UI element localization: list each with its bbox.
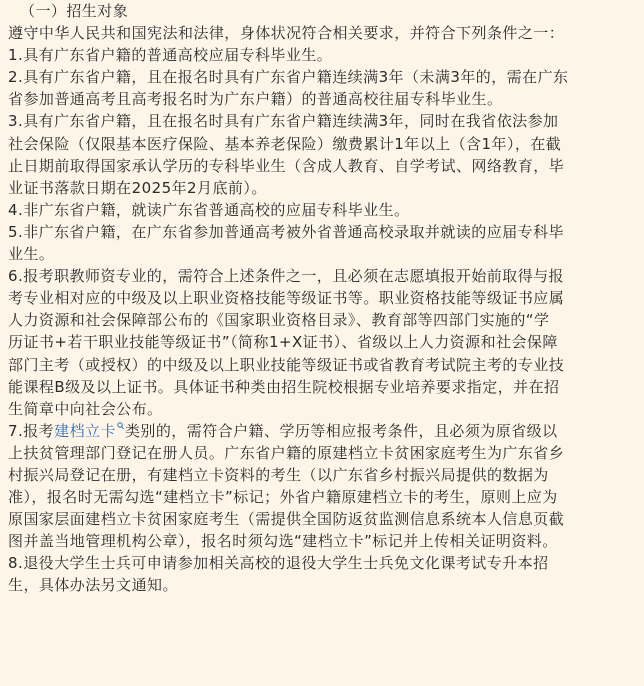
requirement-item-6-line-5: 部门主考（或授权）的中级及以上职业技能等级证书或省教育考试院主考的专业技: [8, 355, 565, 374]
requirement-item-6-line-6: 能课程B级及以上证书。具体证书种类由招生院校根据专业培养要求指定，并在招: [8, 377, 560, 396]
intro-text: 遵守中华人民共和国宪法和法律，身体状况符合相关要求，并符合下列条件之一：: [8, 24, 565, 43]
requirement-item-7-line-2: 上扶贫管理部门登记在册人员。广东省户籍的原建档立卡贫困家庭考生为广东省乡: [8, 443, 565, 462]
admission-requirements-document: [8, 0, 638, 597]
requirement-item-4-line-1: 4.非广东省户籍，就读广东省普通高校的应届专科毕业生。: [8, 200, 410, 219]
requirement-item-7-rest: 类别的，需符合户籍、学历等相应报考条件，且必须为原省级以: [124, 421, 558, 440]
requirement-item-5-line-1: 5.非广东省户籍，在广东省参加普通高考被外省普通高校录取并就读的应届专科毕: [8, 222, 564, 241]
requirement-item-7-line-5: 原国家层面建档立卡贫困家庭考生（需提供全国防返贫监测信息系统本人信息页截: [8, 510, 565, 529]
requirement-item-7-line-6: 图并盖当地管理机构公章），报名时须勾选“建档立卡”标记并上传相关证明资料。: [8, 532, 558, 551]
requirement-item-2-line-2: 省参加普通高考且高考报名时为广东户籍）的普通高校往届专科毕业生。: [8, 90, 503, 109]
requirement-item-1-line-1: 1.具有广东省户籍的普通高校应届专科毕业生。: [8, 46, 333, 65]
requirement-item-7-line-1: [8, 420, 638, 442]
requirement-item-3-line-2: 社会保险（仅限基本医疗保险、基本养老保险）缴费累计1年以上（含1年），在截: [8, 134, 562, 153]
requirement-item-7-line-3: 村振兴局登记在册，有建档立卡资料的考生（以广东省乡村振兴局提供的数据为: [8, 465, 549, 484]
search-icon[interactable]: [117, 422, 124, 430]
requirement-item-7-line-4: 准），报名时无需勾选“建档立卡”标记；外省户籍原建档立卡的考生，原则上应为: [8, 488, 558, 507]
requirement-item-2-line-1: 2.具有广东省户籍，且在报名时具有广东省户籍连续满3年（未满3年的，需在广东: [8, 68, 569, 87]
requirement-item-5-line-2: 业生。: [8, 245, 55, 264]
requirement-item-8-line-2: 生，具体办法另文通知。: [8, 576, 178, 595]
requirement-item-6-line-4: 历证书+若干职业技能等级证书”（简称1+X证书）、省级以上人力资源和社会保障: [8, 333, 558, 352]
requirement-item-6-line-7: 生简章中向社会公布。: [8, 399, 163, 418]
requirement-item-6-line-1: 6.报考职教师资专业的，需符合上述条件之一，且必须在志愿填报开始前取得与报: [8, 267, 564, 286]
section-heading: （一）招生对象: [20, 2, 129, 20]
requirement-item-6-line-3: 人力资源和社会保障部公布的《国家职业资格目录》、教育部等四部门实施的“学: [8, 311, 550, 330]
requirement-item-3-line-4: 业证书落款日期在2025年2月底前）。: [8, 178, 267, 197]
requirement-item-7-prefix: 7.报考: [8, 421, 55, 440]
requirement-item-8-line-1: 8.退役大学生士兵可申请参加相关高校的退役大学生士兵免文化课考试专升本招: [8, 554, 549, 573]
poverty-registration-link[interactable]: 建档立卡: [54, 421, 116, 440]
requirement-item-6-line-2: 考专业相对应的中级及以上职业资格技能等级证书等。职业资格技能等级证书应属: [8, 289, 565, 308]
requirement-item-3-line-3: 止日期前取得国家承认学历的专科毕业生（含成人教育、自学考试、网络教育，毕: [8, 156, 565, 175]
requirement-item-3-line-1: 3.具有广东省户籍，且在报名时具有广东省户籍连续满3年，同时在我省依法参加: [8, 112, 559, 131]
